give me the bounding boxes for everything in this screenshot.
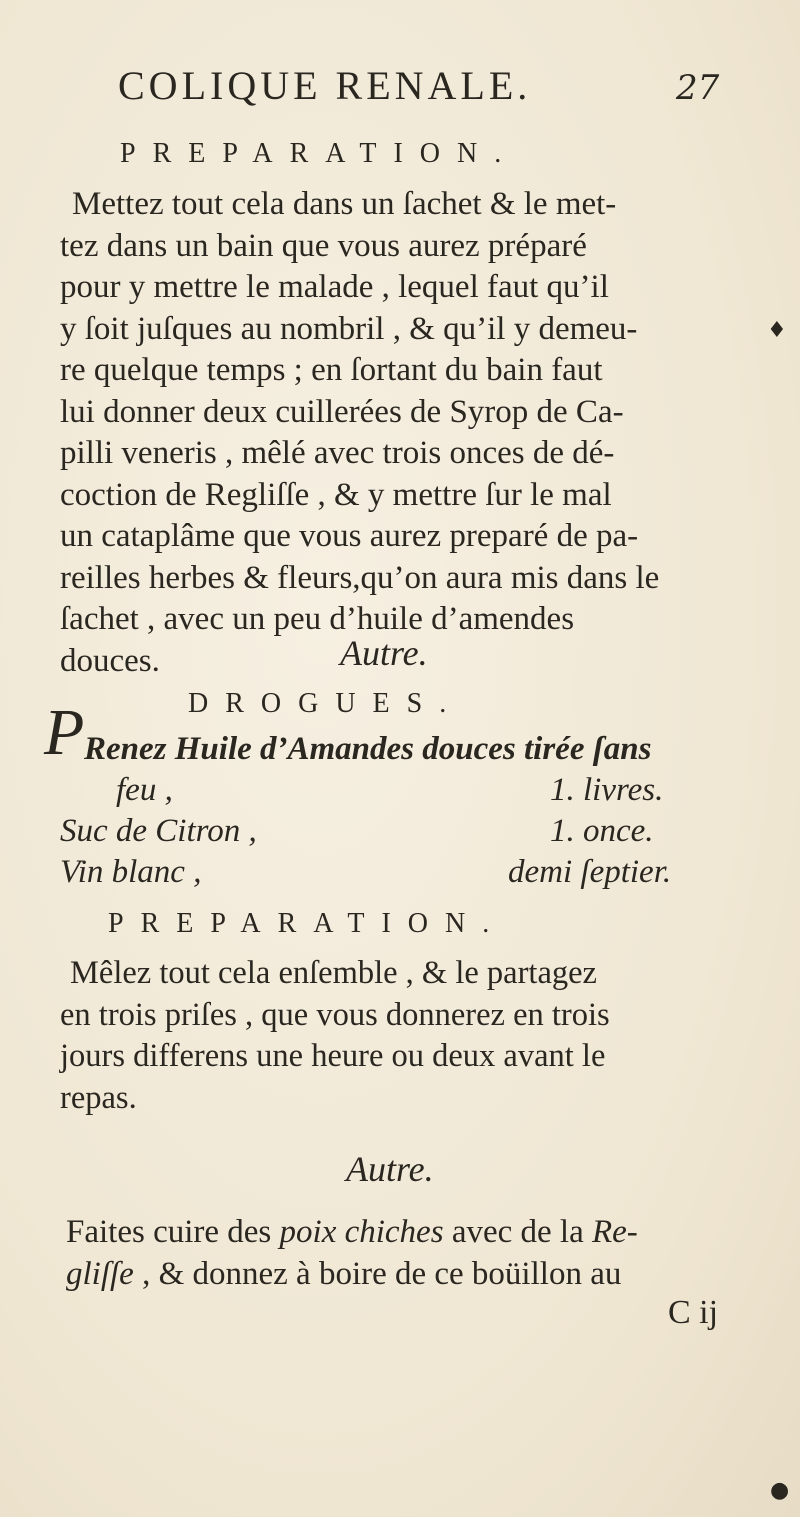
running-header [118,62,718,112]
text-line [66,1254,776,1296]
italic-term: Re- [591,1214,638,1250]
text-line [66,1212,776,1254]
italic-term: poix chiches [279,1214,444,1250]
text-run: avec de la [443,1214,592,1250]
ingredient-quantity: 1. once. [550,813,654,849]
text-line: jours differens une heure ou deux avant le [60,1038,606,1074]
drop-cap: P [44,696,85,769]
preparation-heading: PREPARATION. [108,908,507,939]
running-title: COLIQUE RENALE. [118,63,532,108]
text-line: Mettez tout cela dans un ſachet & le met- [72,186,617,222]
signature-mark: C ij [668,1294,719,1331]
text-run: , & donnez à boire de ce boüillon au [133,1255,622,1292]
ingredient-quantity: 1. livres. [550,772,664,808]
text-line: tez dans un bain que vous aurez préparé [60,227,587,264]
preparation-paragraph [60,953,770,1119]
text-line: y ſoit juſques au nombril , & qu’il y demeu- [60,310,638,347]
text-line: ſachet , avec un peu d’huile d’amendes [60,601,575,637]
text-line: coction de Regliſſe , & y mettre ſur le mal [60,476,612,513]
ink-speck: ● [770,1478,790,1503]
autre-heading: Autre. [346,1149,434,1189]
text-line: un cataplâme que vous aurez preparé de pa- [60,518,639,554]
text-run: Faites cuire des [66,1214,280,1250]
ingredient-line: Suc de Citron , [60,813,257,849]
text-line: lui donner deux cuillerées de Syrop de Ca- [60,393,624,430]
final-paragraph [66,1212,776,1295]
drogues-heading: DROGUES. [188,688,464,719]
text-line: Mêlez tout cela enſemble , & le partagez [70,955,597,991]
text-line: repas. [60,1079,137,1116]
preparation-heading: PREPARATION. [120,138,519,169]
ink-speck: ♦ [767,318,787,343]
ingredient-quantity: demi ſeptier. [508,854,672,890]
italic-term: gliſſe [66,1255,134,1292]
text-line: re quelque temps ; en ſortant du bain faut [60,352,603,388]
text-line: reilles herbes & fleurs,qu’on aura mis dans le [60,559,660,596]
text-line: pour y mettre le malade , lequel faut qu’il [60,269,609,305]
text-line: pilli veneris , mêlé avec trois onces de dé- [60,435,615,471]
text-line: en trois priſes , que vous donnerez en trois [60,996,610,1033]
ingredient-line: Vin blanc , [60,854,202,890]
preparation-paragraph [60,184,760,682]
ingredient-line: Renez Huile d’Amandes douces tirée ſans [84,731,652,767]
ingredient-line: feu , [116,772,173,808]
text-line: douces. [60,642,160,679]
autre-heading: Autre. [340,633,428,673]
page-number: 27 [676,68,720,108]
